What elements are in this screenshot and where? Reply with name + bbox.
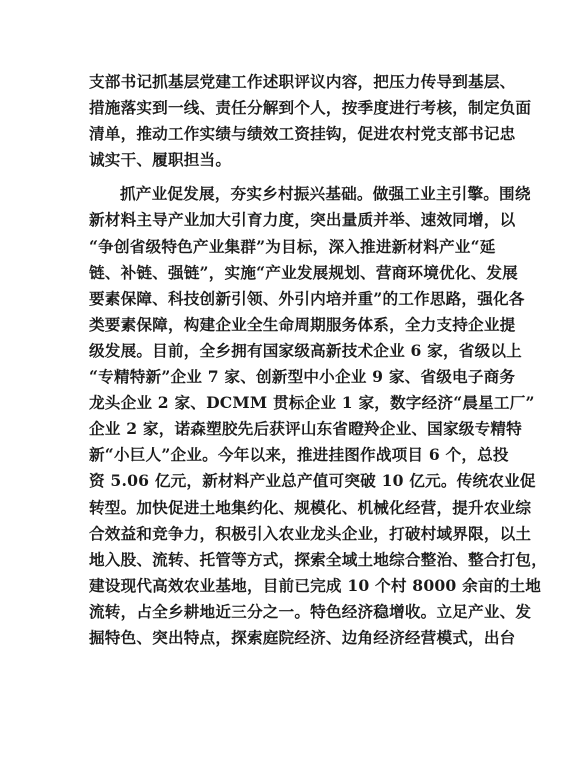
- paragraph-2: [89, 181, 548, 651]
- paragraph-gap: [89, 173, 509, 181]
- text-line: “争创省级特色产业集群”为目标，深入推进新材料产业“延: [89, 236, 496, 256]
- text-line: 类要素保障，构建企业全生命周期服务体系，全力支持企业提: [89, 314, 516, 334]
- body-text: [89, 69, 548, 651]
- text-line: 资 5.06 亿元，新材料产业总产值可突破 10 亿元。传统农业促: [89, 471, 536, 491]
- text-line: 企业 2 家，诺森塑胶先后获评山东省瞪羚企业、国家级专精特: [89, 419, 522, 439]
- text-line: 级发展。目前，全乡拥有国家级高新技术企业 6 家，省级以上: [89, 340, 522, 360]
- text-line: 措施落实到一线、责任分解到个人，按季度进行考核，制定负面: [89, 98, 532, 118]
- paragraph-1: [89, 69, 532, 173]
- text-line: 转型。加快促进土地集约化、规模化、机械化经营，提升农业综: [89, 497, 532, 517]
- text-line: 支部书记抓基层党建工作述职评议内容，把压力传导到基层、: [89, 72, 516, 91]
- text-line: 地入股、流转、托管等方式，探索全域土地综合整治、整合打包，: [89, 549, 548, 569]
- text-line: 链、补链、强链”，实施“产业发展规划、营商环境优化、发展: [89, 262, 518, 282]
- text-line: 流转，占全乡耕地近三分之一。特色经济稳增收。立足产业、发: [89, 601, 532, 621]
- text-line: 新“小巨人”企业。今年以来，推进挂图作战项目 6 个，总投: [89, 445, 509, 465]
- text-line: 合效益和竞争力，积极引入农业龙头企业，打破村域界限，以土: [89, 523, 532, 543]
- text-line: 建设现代高效农业基地，目前已完成 10 个村 8000 余亩的土地: [89, 575, 542, 595]
- text-line: “专精特新”企业 7 家、创新型中小企业 9 家、省级电子商务: [89, 367, 516, 387]
- text-line: 诚实干、履职担当。: [89, 150, 232, 170]
- text-line: 清单，推动工作实绩与绩效工资挂钩，促进农村党支部书记忠: [89, 124, 516, 144]
- text-line: 龙头企业 2 家、DCMM 贯标企业 1 家，数字经济“晨星工厂”: [89, 393, 535, 413]
- text-line: 新材料主导产业加大引育力度，突出量质并举、速效同增，以: [89, 210, 516, 230]
- text-line: 要素保障、科技创新引领、外引内培并重”的工作思路，强化各: [89, 288, 525, 308]
- text-line: 掘特色、突出特点，探索庭院经济、边角经济经营模式，出台: [89, 627, 516, 647]
- text-line-indented: 抓产业促发展，夯实乡村振兴基础。做强工业主引擎。围绕: [120, 184, 531, 204]
